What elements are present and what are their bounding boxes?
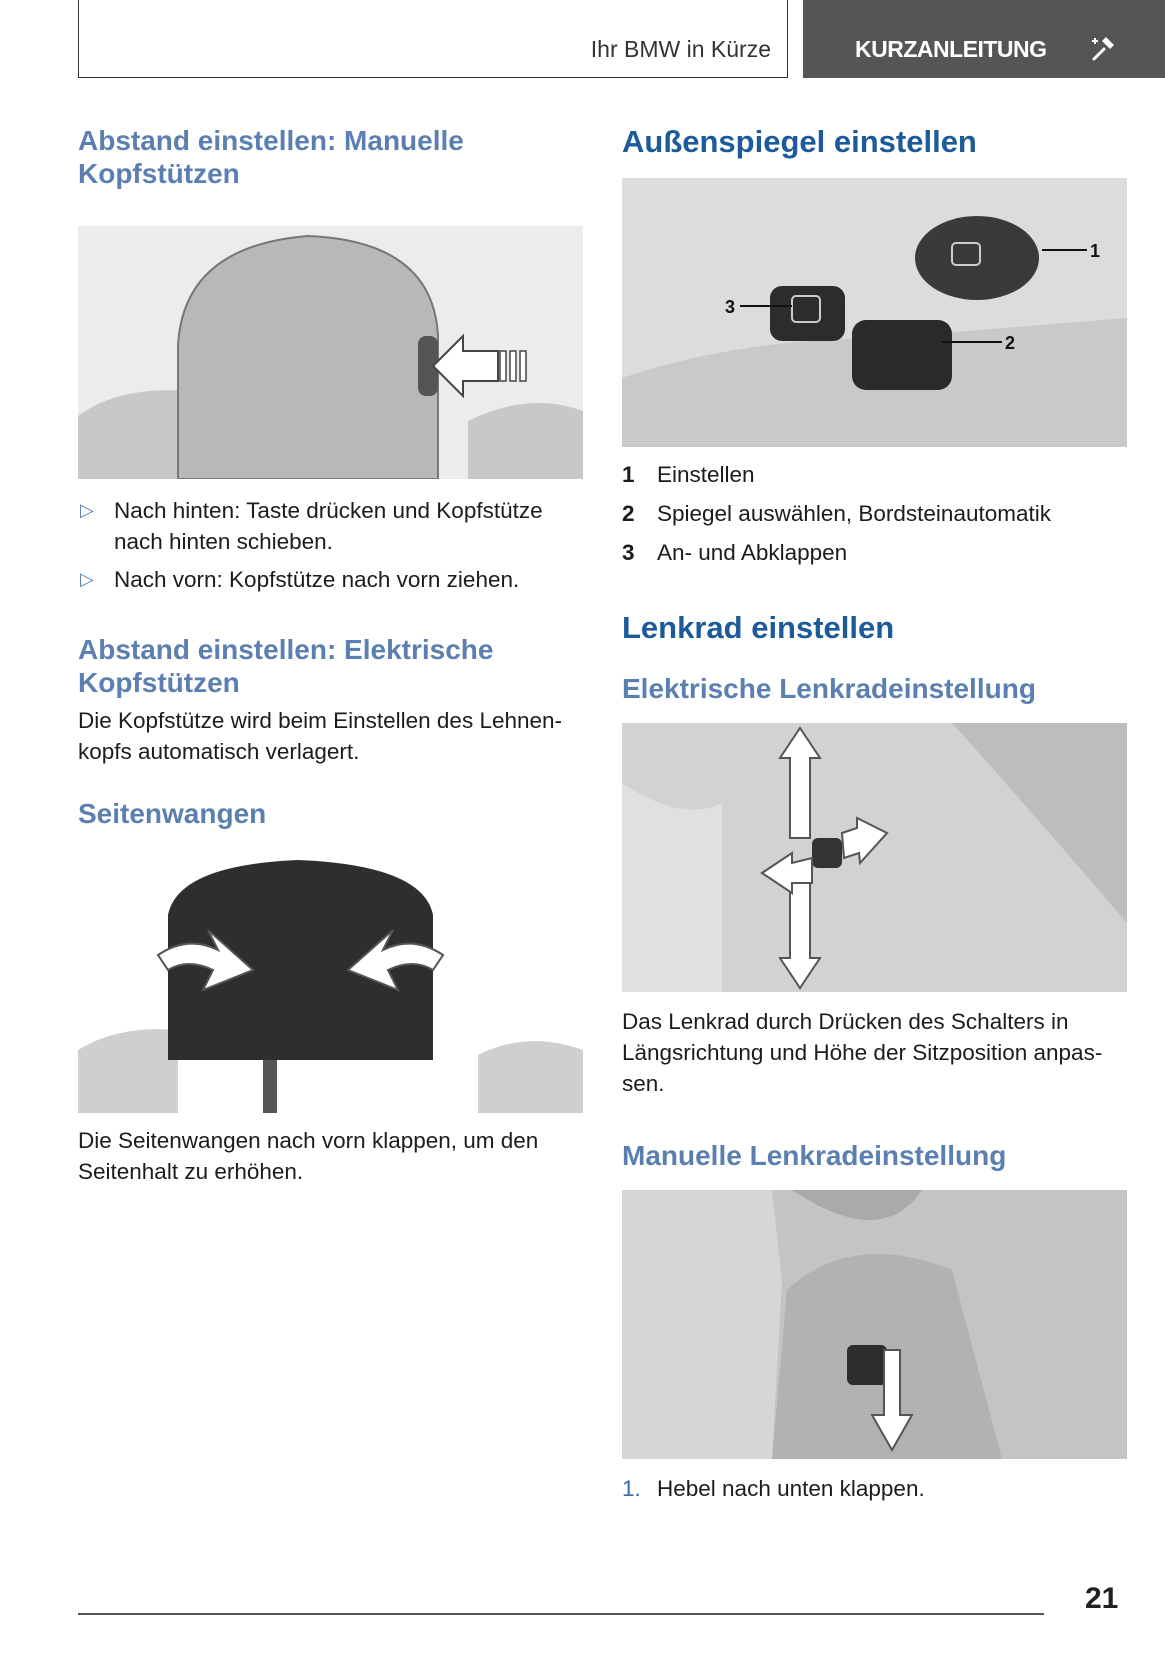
figure-side-wings bbox=[78, 860, 583, 1113]
mirror-callout-1: 1 bbox=[1090, 241, 1101, 261]
figure-manual-steering bbox=[622, 1190, 1127, 1459]
step-list bbox=[622, 1473, 1127, 1504]
page-number: 21 bbox=[1085, 1582, 1119, 1615]
mirror-legend bbox=[622, 455, 1127, 572]
settings-wrench-icon bbox=[1088, 33, 1118, 63]
step-item: 1. Hebel nach unten klappen. bbox=[622, 1476, 925, 1501]
mirror-callout-2: 2 bbox=[1005, 333, 1016, 353]
legend-item: 2 Spiegel auswählen, Bordsteinautomatik bbox=[622, 501, 1051, 526]
heading-manual-headrest: Abstand einstellen: Manuelle Kopfstützen bbox=[78, 125, 464, 189]
header-tab-label: KURZANLEITUNG bbox=[855, 36, 1047, 62]
mirror-callout-3: 3 bbox=[725, 297, 736, 317]
right-column bbox=[622, 124, 1127, 1504]
list-item: ▷ Nach hinten: Taste drücken und Kopfstütze nach hinten schieben. bbox=[80, 498, 543, 554]
heading-side-wings: Seitenwangen bbox=[78, 798, 267, 829]
header-tab bbox=[803, 0, 1165, 78]
heading-manual-steering: Manuelle Lenkradeinstellung bbox=[622, 1140, 1007, 1171]
heading-electric-headrest: Abstand einstellen: Elektrische Kopfstützen bbox=[78, 634, 494, 698]
footer-rule bbox=[78, 1613, 1044, 1615]
figure-manual-headrest bbox=[78, 226, 583, 479]
bullet-list bbox=[78, 495, 583, 595]
header-section-title: Ihr BMW in Kürze bbox=[590, 36, 771, 62]
header-box bbox=[78, 0, 788, 78]
heading-electric-steering: Elektrische Lenkradeinstellung bbox=[622, 673, 1036, 704]
paragraph-electric-steering: Das Lenkrad durch Drücken des Schalters in Längsrichtung und Höhe der Sitzposition anpassen. bbox=[622, 1009, 1103, 1096]
legend-item: 3 An- und Abklappen bbox=[622, 540, 848, 565]
heading-mirror: Außenspiegel einstellen bbox=[622, 124, 977, 159]
paragraph-side-wings: Die Seitenwangen nach vorn klappen, um den Seitenhalt zu erhöhen. bbox=[78, 1128, 539, 1184]
heading-steering-wheel: Lenkrad einstellen bbox=[622, 610, 895, 645]
figure-electric-steering bbox=[622, 723, 1127, 992]
legend-item: 1 Einstellen bbox=[622, 462, 755, 487]
figure-mirror-controls bbox=[622, 178, 1127, 447]
paragraph-electric-headrest: Die Kopfstütze wird beim Einstellen des Lehnenkopfs automatisch verlagert. bbox=[78, 708, 563, 764]
left-column bbox=[78, 124, 583, 1187]
list-item: ▷ Nach vorn: Kopfstütze nach vorn ziehen. bbox=[80, 567, 520, 592]
